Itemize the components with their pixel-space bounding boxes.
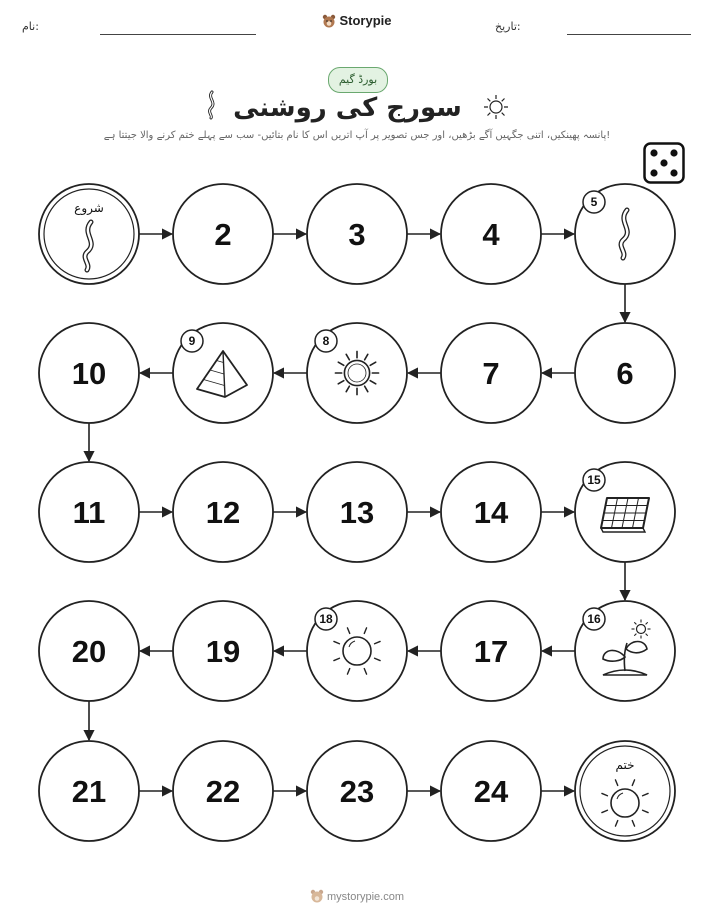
board-cell-25: [575, 741, 675, 841]
board-cell-22: [173, 741, 273, 841]
board-cell-17: [441, 601, 541, 701]
board-cell-13: [307, 462, 407, 562]
cell-number: 8: [322, 334, 330, 348]
cell-number: 14: [473, 495, 509, 530]
board-cell-21: [39, 741, 139, 841]
brand-name: Storypie: [339, 13, 392, 28]
cell-number: 9: [188, 334, 196, 348]
board-cell-4: [441, 184, 541, 284]
board-cell-3: [307, 184, 407, 284]
board-cell-11: [39, 462, 139, 562]
cell-number: 19: [205, 634, 241, 669]
board-cell-6: [575, 323, 675, 423]
board-cell-20: [39, 601, 139, 701]
name-label: نام:: [22, 20, 39, 33]
date-label: تاریخ:: [495, 20, 521, 33]
footer-url: mystorypie.com: [326, 891, 405, 903]
board-cell-19: [173, 601, 273, 701]
board-cell-24: [441, 741, 541, 841]
board-cell-9: [173, 323, 273, 423]
cell-number: 24: [473, 774, 509, 809]
board-cell-10: [39, 323, 139, 423]
cell-number: 17: [473, 634, 509, 669]
cell-number: 23: [339, 774, 375, 809]
footer: [0, 889, 714, 906]
cell-number: 10: [71, 356, 107, 391]
board-cell-18: [307, 601, 407, 701]
cell-number: 21: [71, 774, 107, 809]
cell-number: 3: [348, 217, 366, 252]
start-label: شروع: [74, 201, 104, 215]
cell-number: 4: [482, 217, 500, 252]
board-cell-7: [441, 323, 541, 423]
cell-number: 16: [587, 612, 601, 626]
board-cell-15: [575, 462, 675, 562]
board-cell-16: [575, 601, 675, 701]
board-cell-8: [307, 323, 407, 423]
end-label: ختم: [615, 758, 635, 772]
board-cell-12: [173, 462, 273, 562]
cell-number: 13: [339, 495, 375, 530]
page-title: سورج کی روشنی: [233, 93, 462, 123]
cell-number: 15: [587, 473, 601, 487]
cell-number: 6: [616, 356, 634, 391]
board-cell-23: [307, 741, 407, 841]
cell-number: 5: [590, 195, 598, 209]
instructions: پانسہ پھینکیں، اتنی جگہیں آگے بڑھیں، اور جس تصویر پر آپ اتریں اس کا نام بتائیں- سب سے پہلے ختم کرنے والا جیتتا ہے!: [103, 130, 611, 141]
cell-number: 12: [205, 495, 241, 530]
cell-number: 7: [482, 356, 500, 391]
board-cell-5: [575, 184, 675, 284]
board-cell-1: [39, 184, 139, 284]
board-cell-14: [441, 462, 541, 562]
cell-number: 18: [319, 612, 333, 626]
cell-number: 2: [214, 217, 232, 252]
bear-icon: [310, 889, 324, 906]
board-cell-2: [173, 184, 273, 284]
cell-number: 22: [205, 774, 241, 809]
cell-number: 11: [72, 495, 106, 530]
board-game-badge: بورڈ گیم: [328, 67, 388, 93]
cell-number: 20: [71, 634, 107, 669]
